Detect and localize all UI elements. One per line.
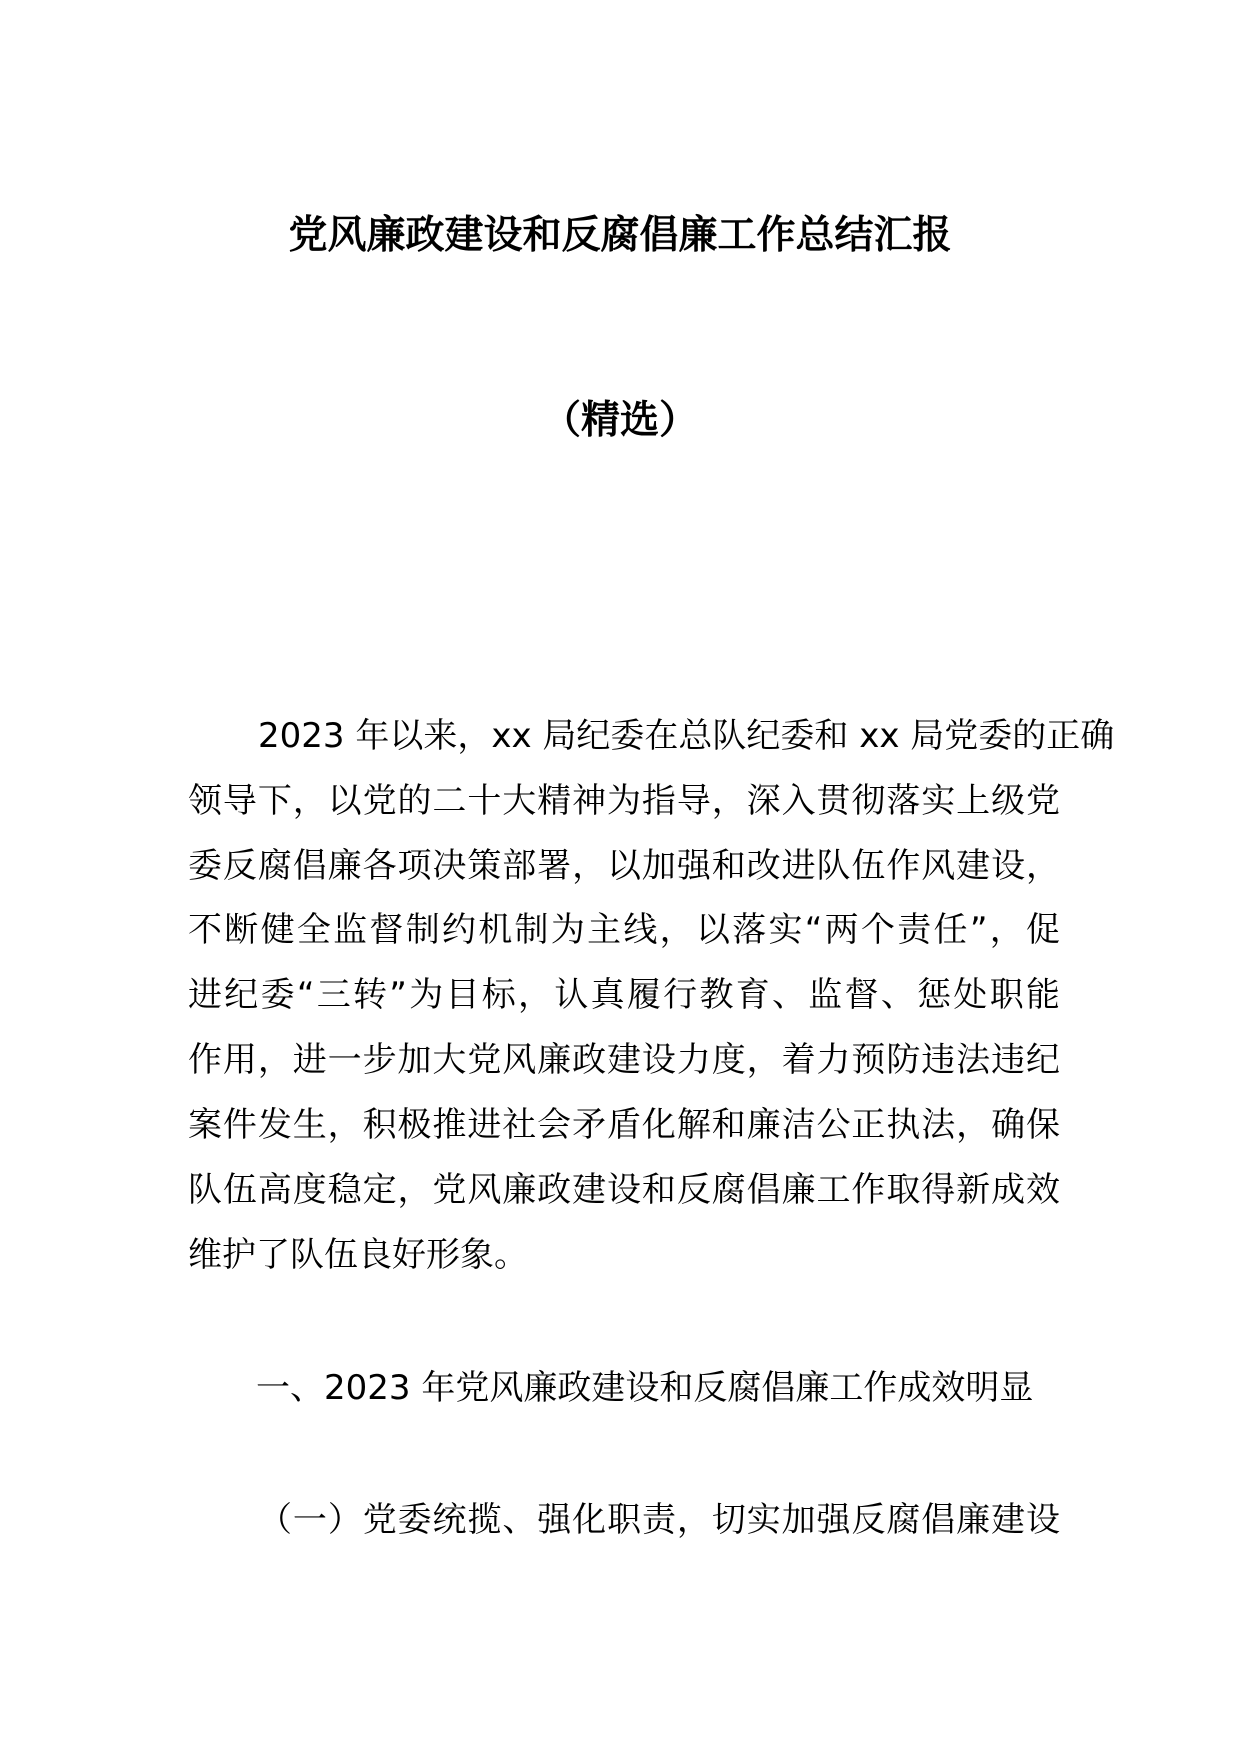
document-title: 党风廉政建设和反腐倡廉工作总结汇报 <box>288 213 952 258</box>
paragraph-line: 维护了队伍良好形象。 <box>188 1235 528 1275</box>
paragraph-line: 作用，进一步加大党风廉政建设力度，着力预防违法违纪 <box>188 1040 1060 1080</box>
paragraph-line: 不断健全监督制约机制为主线，以落实“两个责任”，促 <box>188 910 1060 950</box>
paragraph-line: 2023 年以来，xx 局纪委在总队纪委和 xx 局党委的正确 <box>258 716 1115 756</box>
paragraph-line: 案件发生，积极推进社会矛盾化解和廉洁公正执法，确保 <box>188 1105 1060 1145</box>
document-subtitle: （精选） <box>541 398 698 443</box>
paragraph-line: 队伍高度稳定，党风廉政建设和反腐倡廉工作取得新成效 <box>188 1170 1060 1210</box>
paragraph-line: 进纪委“三转”为目标，认真履行教育、监督、惩处职能 <box>188 975 1060 1015</box>
subsection-heading: （一）党委统揽、强化职责，切实加强反腐倡廉建设 <box>258 1500 1060 1540</box>
paragraph-line: 委反腐倡廉各项决策部署，以加强和改进队伍作风建设， <box>188 846 1060 886</box>
paragraph-line: 领导下，以党的二十大精神为指导，深入贯彻落实上级党 <box>188 781 1060 821</box>
section-heading: 一、2023 年党风廉政建设和反腐倡廉工作成效明显 <box>256 1368 1034 1408</box>
